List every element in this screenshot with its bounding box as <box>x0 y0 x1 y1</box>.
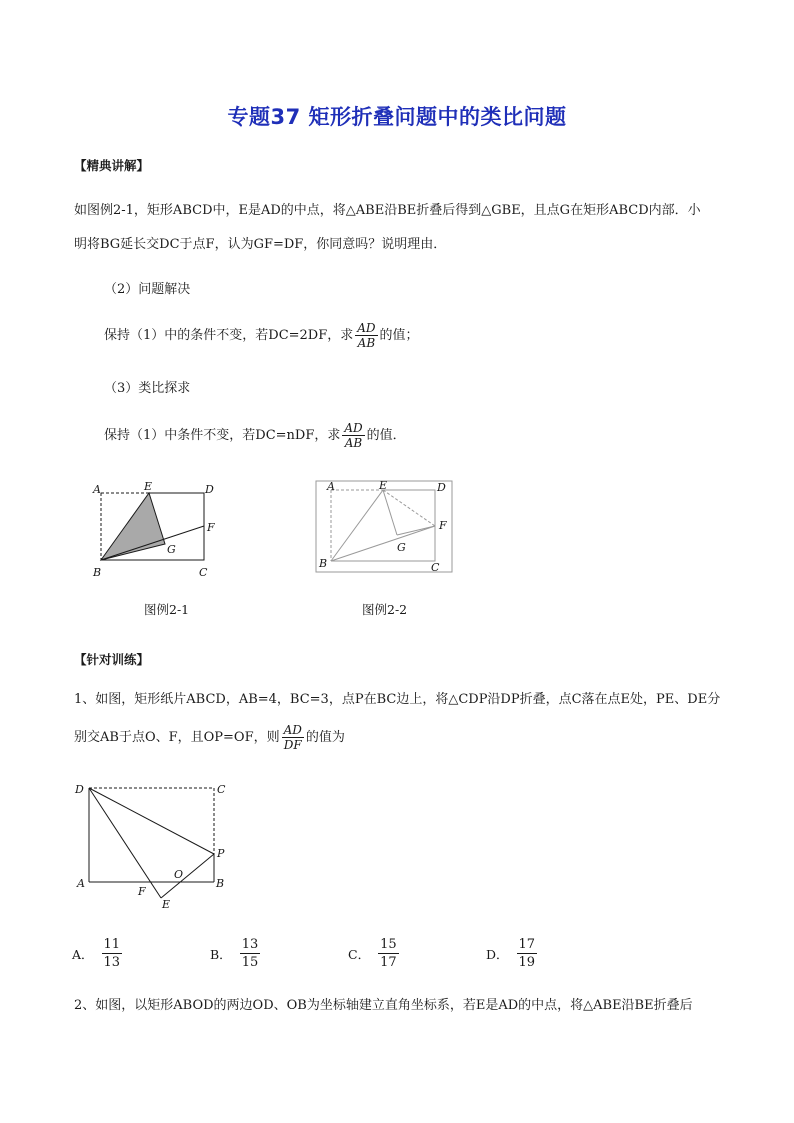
label-f: F <box>439 519 447 532</box>
segment-be <box>331 490 383 561</box>
fraction-ad-ab <box>355 321 377 350</box>
label-f: F <box>207 521 215 534</box>
label-c: C <box>217 783 226 796</box>
label-e: E <box>379 479 388 492</box>
question1-line-2-b: 的值为 <box>305 730 345 745</box>
choice-fraction <box>378 936 399 971</box>
section-heading-example: 【精典讲解】 <box>74 158 150 173</box>
fraction-denominator: AB <box>357 336 376 350</box>
choice-letter: A． <box>72 946 94 962</box>
segment-eg <box>383 490 397 535</box>
label-a: A <box>93 483 101 496</box>
fraction-numerator: AD <box>344 421 363 435</box>
example-line-2: 明将BG延长交DC于点F，认为GF=DF，你同意吗？说明理由． <box>74 237 447 252</box>
segment-ep <box>161 854 214 898</box>
label-f: F <box>138 885 146 898</box>
fraction-denominator: 13 <box>103 955 121 970</box>
question1-line-2-a: 别交AB于点O、F，且OP=OF，则 <box>74 730 280 745</box>
part3-text-b: 的值． <box>366 428 406 443</box>
label-a: A <box>327 480 335 493</box>
label-d: D <box>75 783 84 796</box>
label-d: D <box>205 483 214 496</box>
fraction-denominator: AB <box>344 436 363 450</box>
part2-heading: （2）问题解决 <box>104 282 191 297</box>
figure-2-1 <box>85 478 225 583</box>
choice-a[interactable] <box>72 936 124 971</box>
choice-b[interactable] <box>210 936 262 971</box>
choice-fraction <box>240 936 261 971</box>
fraction-numerator: 17 <box>518 937 536 952</box>
label-g: G <box>167 543 176 556</box>
choice-fraction <box>102 936 123 971</box>
label-p: P <box>217 847 225 860</box>
choice-fraction <box>517 936 538 971</box>
label-b: B <box>319 557 328 570</box>
fraction-numerator: 11 <box>103 937 121 952</box>
rectangle-edges <box>331 490 435 561</box>
label-e: E <box>144 480 153 493</box>
question1-figure <box>70 776 245 914</box>
fraction-denominator: 17 <box>380 955 397 970</box>
fraction-ad-df <box>282 723 304 752</box>
part2-text-a: 保持（1）中的条件不变，若DC=2DF，求 <box>104 328 354 343</box>
segment-bf <box>331 526 435 561</box>
part3-text-a: 保持（1）中条件不变，若DC=nDF，求 <box>104 428 341 443</box>
part3-heading: （3）类比探求 <box>104 381 191 396</box>
label-b: B <box>93 566 102 579</box>
segment-dp <box>89 788 214 854</box>
dashed-segment-ef <box>383 490 435 526</box>
label-e: E <box>162 898 171 911</box>
segment-gf <box>397 526 435 535</box>
figure-2-1-caption: 图例2-1 <box>144 602 190 617</box>
fraction-ad-ab-2 <box>342 421 364 450</box>
fraction-numerator: AD <box>283 723 302 737</box>
example-line-1: 如图例2-1，矩形ABCD中，E是AD的中点，将△ABE沿BE折叠后得到△GBE，且点G在矩形ABCD内部．小 <box>74 203 701 218</box>
label-c: C <box>431 561 440 574</box>
choice-letter: B． <box>210 946 232 962</box>
fraction-numerator: AD <box>357 321 376 335</box>
fraction-denominator: 15 <box>241 955 259 970</box>
label-o: O <box>174 868 184 881</box>
part3-text <box>104 418 406 454</box>
question1-line-2 <box>74 720 345 756</box>
choice-letter: C． <box>348 946 371 962</box>
section-heading-practice: 【针对训练】 <box>74 652 150 667</box>
fraction-numerator: 13 <box>241 937 259 952</box>
part2-text-b: 的值； <box>379 328 419 343</box>
choice-c[interactable] <box>348 936 401 971</box>
question1-line-1: 1、如图，矩形纸片ABCD，AB=4，BC=3，点P在BC边上，将△CDP沿DP折叠，点C落在点E处，PE、DE分 <box>74 692 721 707</box>
label-c: C <box>199 566 208 579</box>
page-title: 专题37 矩形折叠问题中的类比问题 <box>227 105 567 129</box>
label-d: D <box>437 481 446 494</box>
question2-line-1: 2、如图，以矩形ABOD的两边OD、OB为坐标轴建立直角坐标系，若E是AD的中点，将△ABE沿BE折叠后 <box>74 998 693 1013</box>
figure-2-2 <box>313 478 455 576</box>
fraction-numerator: 15 <box>380 937 397 952</box>
choice-letter: D． <box>486 946 509 962</box>
label-a: A <box>77 877 85 890</box>
part2-text <box>104 318 419 354</box>
figure-2-2-caption: 图例2-2 <box>362 602 408 617</box>
label-g: G <box>397 541 406 554</box>
fraction-denominator: DF <box>283 738 302 752</box>
choice-d[interactable] <box>486 936 539 971</box>
fraction-denominator: 19 <box>518 955 536 970</box>
label-b: B <box>216 877 225 890</box>
